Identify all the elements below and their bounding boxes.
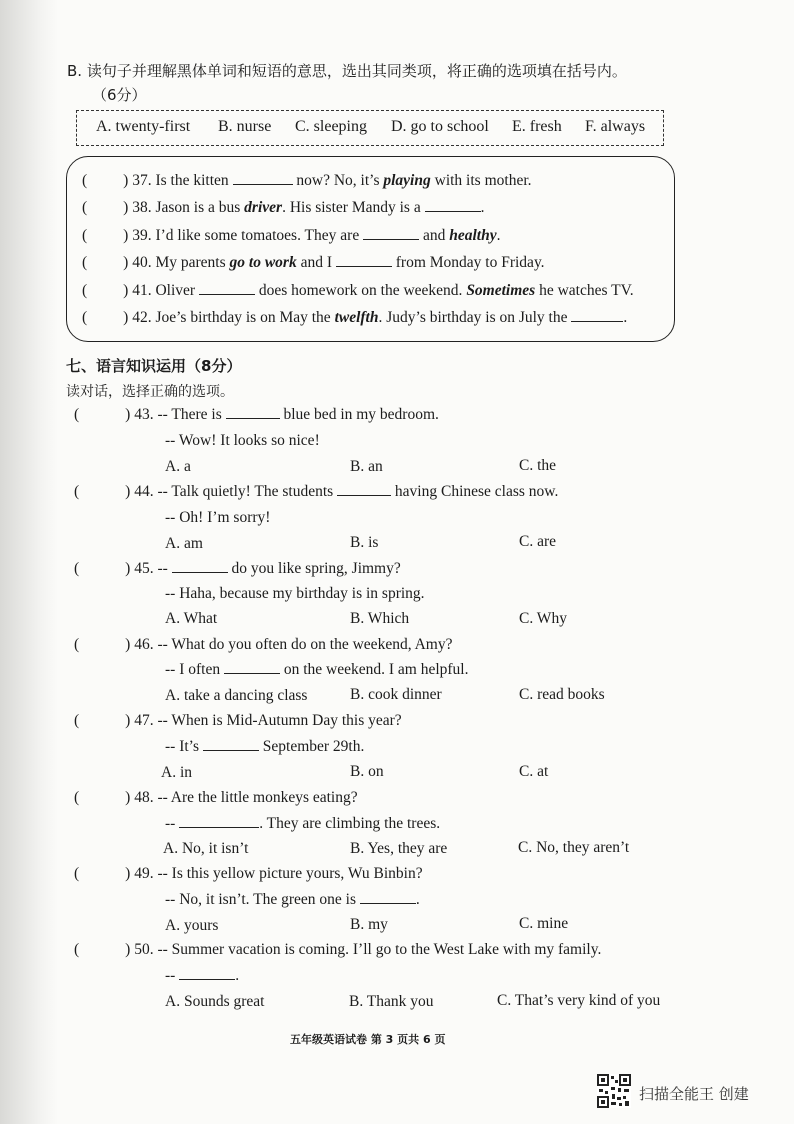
option-b[interactable]: B. an bbox=[350, 458, 383, 475]
fill-blank[interactable] bbox=[203, 738, 259, 751]
dialogue-reply: -- It’s September 29th. bbox=[165, 738, 365, 755]
answer-paren-open: ( bbox=[74, 406, 80, 423]
option-a[interactable]: A. in bbox=[161, 764, 192, 781]
dialogue-reply: -- Haha, because my birthday is in spring. bbox=[165, 585, 425, 602]
page-scan-shadow bbox=[0, 0, 58, 1124]
bold-keyword: healthy bbox=[449, 227, 497, 244]
option-a[interactable]: A. Sounds great bbox=[165, 993, 265, 1010]
option-b[interactable]: B. on bbox=[350, 763, 384, 780]
question-number: 40. bbox=[132, 254, 152, 271]
word-bank-option-d: D. go to school bbox=[391, 118, 489, 135]
question-text: Joe’s birthday is on May the bbox=[155, 309, 331, 326]
answer-paren-open: ( bbox=[82, 172, 88, 189]
dialogue-reply: -- . They are climbing the trees. bbox=[165, 815, 441, 832]
fill-blank[interactable] bbox=[179, 967, 235, 980]
answer-paren-open: ( bbox=[74, 712, 80, 729]
dialogue-reply: -- I often on the weekend. I am helpful. bbox=[165, 661, 469, 678]
question-41 bbox=[82, 282, 634, 300]
bold-keyword: Sometimes bbox=[466, 282, 536, 299]
question-37 bbox=[82, 172, 532, 190]
dialogue-reply: -- . bbox=[165, 967, 240, 984]
option-a[interactable]: A. yours bbox=[165, 917, 219, 934]
question-text: does homework on the weekend. bbox=[258, 282, 463, 299]
option-c[interactable]: C. mine bbox=[519, 915, 569, 932]
bold-keyword: go to work bbox=[229, 254, 297, 271]
question-text: . His sister Mandy is a bbox=[282, 199, 421, 216]
answer-paren-open: ( bbox=[82, 199, 88, 216]
question-text: . Judy’s birthday is on July the bbox=[378, 309, 568, 326]
answer-paren-open: ( bbox=[74, 483, 80, 500]
fill-blank[interactable] bbox=[571, 309, 623, 322]
question-46 bbox=[74, 636, 452, 654]
dialogue-reply: -- Oh! I’m sorry! bbox=[165, 509, 271, 526]
option-c[interactable]: C. That’s very kind of you bbox=[497, 992, 661, 1009]
question-number: 44. bbox=[134, 483, 154, 500]
question-text: and I bbox=[300, 254, 332, 271]
partB-heading: B. 读句子并理解黑体单词和短语的意思，选出其同类项，将正确的选项填在括号内。 bbox=[67, 62, 627, 80]
option-b[interactable]: B. Thank you bbox=[349, 993, 434, 1010]
question-text: he watches TV. bbox=[539, 282, 634, 299]
fill-blank[interactable] bbox=[179, 815, 259, 828]
fill-blank[interactable] bbox=[337, 483, 391, 496]
scanner-watermark: 扫描全能王 创建 bbox=[639, 1085, 749, 1103]
question-number: 46. bbox=[134, 636, 154, 653]
question-44 bbox=[74, 483, 558, 501]
answer-paren-close: ) bbox=[125, 712, 131, 729]
dialogue-line: blue bed in my bedroom. bbox=[283, 406, 439, 423]
option-c[interactable]: C. the bbox=[519, 457, 557, 474]
dialogue-line: -- bbox=[157, 560, 168, 577]
question-number: 50. bbox=[134, 941, 154, 958]
option-c[interactable]: C. No, they aren’t bbox=[518, 839, 630, 856]
question-text: . bbox=[496, 227, 501, 244]
question-text: Jason is a bus bbox=[155, 199, 241, 216]
answer-paren-open: ( bbox=[74, 789, 80, 806]
option-b[interactable]: B. is bbox=[350, 534, 379, 551]
option-a[interactable]: A. No, it isn’t bbox=[163, 840, 249, 857]
answer-paren-close: ) bbox=[125, 406, 131, 423]
question-40 bbox=[82, 254, 545, 272]
question-number: 45. bbox=[134, 560, 154, 577]
answer-paren-open: ( bbox=[74, 941, 80, 958]
answer-paren-close: ) bbox=[125, 636, 131, 653]
question-47 bbox=[74, 712, 402, 730]
answer-paren-close: ) bbox=[123, 282, 129, 299]
option-b[interactable]: B. cook dinner bbox=[350, 686, 442, 703]
question-text: and bbox=[422, 227, 446, 244]
answer-paren-open: ( bbox=[82, 309, 88, 326]
answer-paren-open: ( bbox=[82, 227, 88, 244]
answer-paren-close: ) bbox=[125, 560, 131, 577]
dialogue-line: -- What do you often do on the weekend, Amy? bbox=[157, 636, 453, 653]
option-a[interactable]: A. am bbox=[165, 535, 203, 552]
answer-paren-close: ) bbox=[125, 789, 131, 806]
word-bank-option-e: E. fresh bbox=[512, 118, 562, 135]
option-a[interactable]: A. take a dancing class bbox=[165, 687, 308, 704]
answer-paren-open: ( bbox=[82, 282, 88, 299]
dialogue-line: -- When is Mid-Autumn Day this year? bbox=[157, 712, 402, 729]
dialogue-reply: -- Wow! It looks so nice! bbox=[165, 432, 320, 449]
question-number: 38. bbox=[132, 199, 152, 216]
answer-paren-open: ( bbox=[74, 636, 80, 653]
option-b[interactable]: B. Yes, they are bbox=[350, 840, 448, 857]
dialogue-line: -- Talk quietly! The students bbox=[157, 483, 334, 500]
question-text: My parents bbox=[155, 254, 226, 271]
option-b[interactable]: B. my bbox=[350, 916, 388, 933]
question-38 bbox=[82, 199, 484, 217]
option-b[interactable]: B. Which bbox=[350, 610, 410, 627]
question-text: . bbox=[623, 309, 628, 326]
question-number: 47. bbox=[134, 712, 154, 729]
option-c[interactable]: C. are bbox=[519, 533, 557, 550]
word-bank-option-f: F. always bbox=[585, 118, 646, 135]
answer-paren-open: ( bbox=[82, 254, 88, 271]
question-39 bbox=[82, 227, 500, 245]
fill-blank[interactable] bbox=[360, 891, 416, 904]
answer-paren-open: ( bbox=[74, 865, 80, 882]
question-50 bbox=[74, 941, 601, 959]
fill-blank[interactable] bbox=[199, 282, 255, 295]
section7-instruction: 读对话，选择正确的选项。 bbox=[66, 384, 234, 400]
word-bank-option-c: C. sleeping bbox=[295, 118, 367, 135]
question-number: 41. bbox=[132, 282, 152, 299]
word-bank-option-b: B. nurse bbox=[218, 118, 272, 135]
bold-keyword: driver bbox=[244, 199, 283, 216]
answer-paren-close: ) bbox=[123, 309, 129, 326]
partB-points: （6分） bbox=[92, 86, 147, 104]
section7-title: 七、语言知识运用（8分） bbox=[66, 357, 242, 375]
page-footer: 五年级英语试卷 第 3 页共 6 页 bbox=[290, 1033, 446, 1046]
fill-blank[interactable] bbox=[224, 661, 280, 674]
dialogue-line: -- Is this yellow picture yours, Wu Binbin? bbox=[157, 865, 423, 882]
fill-blank[interactable] bbox=[336, 254, 392, 267]
fill-blank[interactable] bbox=[425, 199, 481, 212]
question-number: 42. bbox=[132, 309, 152, 326]
question-43 bbox=[74, 406, 439, 424]
question-text: Oliver bbox=[155, 282, 196, 299]
answer-paren-open: ( bbox=[74, 560, 80, 577]
option-c[interactable]: C. read books bbox=[519, 686, 605, 703]
bold-keyword: twelfth bbox=[334, 309, 379, 326]
question-text: . bbox=[480, 199, 485, 216]
answer-paren-close: ) bbox=[125, 941, 131, 958]
question-text: Is the kitten bbox=[155, 172, 229, 189]
fill-blank[interactable] bbox=[172, 560, 228, 573]
answer-paren-close: ) bbox=[125, 483, 131, 500]
dialogue-line: -- Summer vacation is coming. I’ll go to the West Lake with my family. bbox=[157, 941, 602, 958]
answer-paren-close: ) bbox=[123, 227, 129, 244]
answer-paren-close: ) bbox=[123, 172, 129, 189]
question-48 bbox=[74, 789, 358, 807]
question-number: 43. bbox=[134, 406, 154, 423]
fill-blank[interactable] bbox=[233, 172, 293, 185]
option-a[interactable]: A. What bbox=[165, 610, 218, 627]
bold-keyword: playing bbox=[383, 172, 431, 189]
question-text: now? No, it’s bbox=[296, 172, 380, 189]
dialogue-line: do you like spring, Jimmy? bbox=[231, 560, 401, 577]
word-bank-option-a: A. twenty-first bbox=[96, 118, 191, 135]
answer-paren-close: ) bbox=[123, 254, 129, 271]
fill-blank[interactable] bbox=[363, 227, 419, 240]
question-number: 49. bbox=[134, 865, 154, 882]
answer-paren-close: ) bbox=[125, 865, 131, 882]
answer-paren-close: ) bbox=[123, 199, 129, 216]
dialogue-line: having Chinese class now. bbox=[394, 483, 559, 500]
question-number: 48. bbox=[134, 789, 154, 806]
option-c[interactable]: C. at bbox=[519, 763, 549, 780]
question-text: with its mother. bbox=[434, 172, 532, 189]
question-49 bbox=[74, 865, 423, 883]
option-a[interactable]: A. a bbox=[165, 458, 191, 475]
option-c[interactable]: C. Why bbox=[519, 610, 567, 627]
question-number: 37. bbox=[132, 172, 152, 189]
dialogue-line: -- There is bbox=[157, 406, 222, 423]
question-text: from Monday to Friday. bbox=[395, 254, 545, 271]
dialogue-reply: -- No, it isn’t. The green one is . bbox=[165, 891, 420, 908]
question-42 bbox=[82, 309, 627, 327]
question-number: 39. bbox=[132, 227, 152, 244]
fill-blank[interactable] bbox=[226, 406, 280, 419]
question-45 bbox=[74, 560, 401, 578]
question-text: I’d like some tomatoes. They are bbox=[155, 227, 360, 244]
dialogue-line: -- Are the little monkeys eating? bbox=[157, 789, 358, 806]
qr-code-icon bbox=[597, 1074, 631, 1108]
